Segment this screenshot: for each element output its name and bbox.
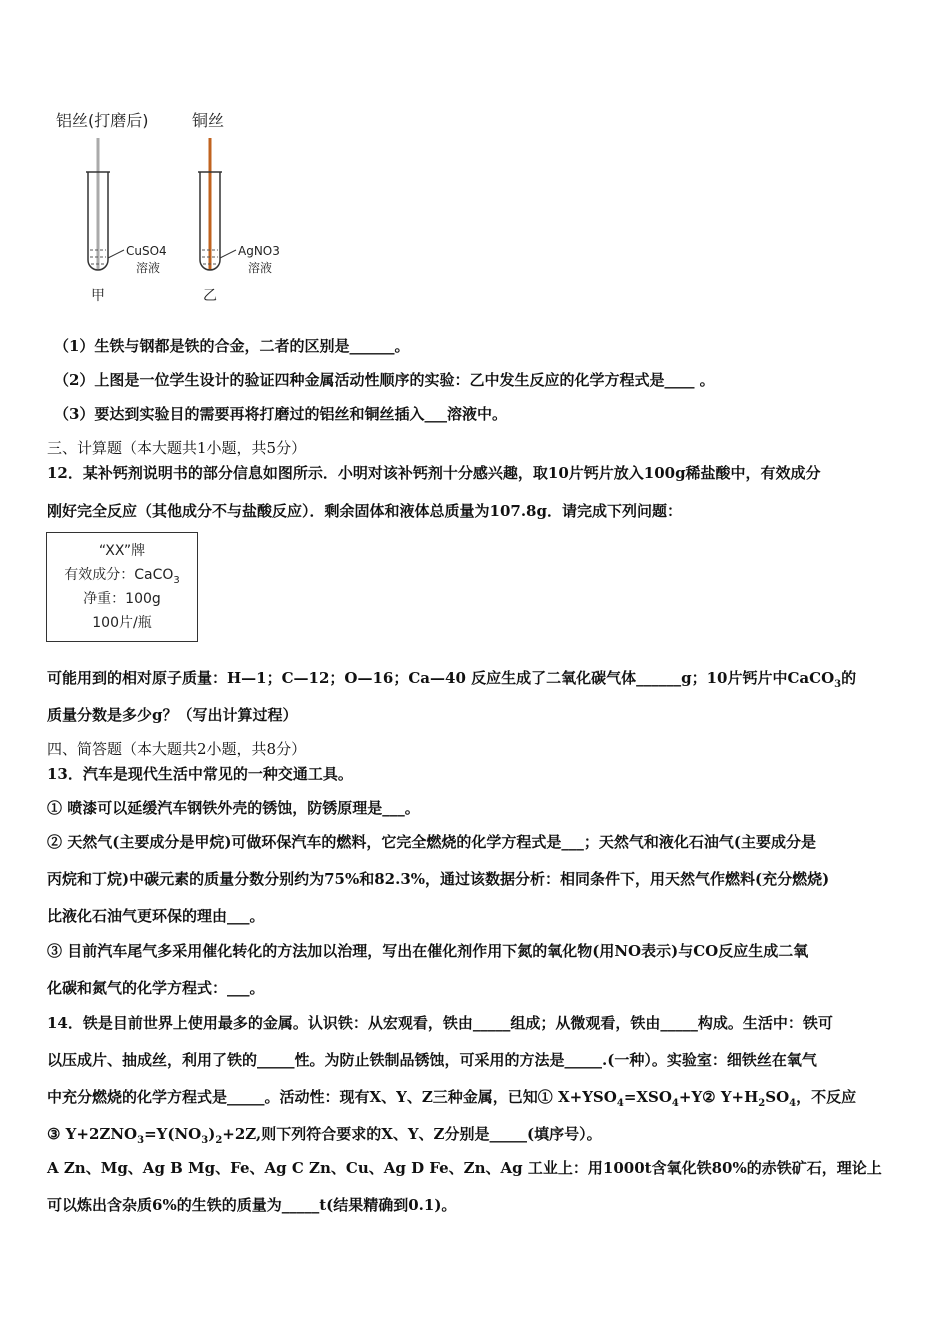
q12-line2: 刚好完全反应（其他成分不与盐酸反应）．剩余固体和液体总质量为107.8g．请完成下列问题： xyxy=(47,502,682,520)
q11-part1: （1）生铁与钢都是铁的合金，二者的区别是______。 xyxy=(54,337,410,355)
aluminum-wire-label: 铝丝(打磨后) xyxy=(56,111,149,130)
q13-line3: ② 天然气(主要成分是甲烷)可做环保汽车的燃料，它完全燃烧的化学方程式是___；天然气和液化石油气(主要成分是 xyxy=(47,833,817,851)
q11-part3: （3）要达到实验目的需要再将打磨过的铝丝和铜丝插入___溶液中。 xyxy=(54,405,507,423)
section-4-heading: 四、简答题（本大题共2小题，共8分） xyxy=(47,740,307,758)
label-count: 100片/瓶 xyxy=(92,615,152,631)
q11-part2: （2）上图是一位学生设计的验证四种金属活动性顺序的实验：乙中发生反应的化学方程式是____ 。 xyxy=(54,371,715,389)
tube-label-right: 乙 xyxy=(203,288,217,304)
test-tube-right xyxy=(198,138,236,270)
q14-line1: 14．铁是目前世界上使用最多的金属。认识铁：从宏观看，铁由_____组成；从微观看，铁由_____构成。生活中：铁可 xyxy=(47,1014,833,1032)
q13-line4: 丙烷和丁烷)中碳元素的质量分数分别约为75%和82.3%，通过该数据分析：相同条件下，用天然气作燃料(充分燃烧) xyxy=(47,870,830,888)
q14-line4: ③ $Y+2ZNO_3=Y(NO_3)_2+2Z$,则下列符合要求的X、Y、Z分别是_____(填序号）。 xyxy=(47,1125,602,1146)
copper-wire-label: 铜丝 xyxy=(192,111,225,130)
q14-line6: 可以炼出含杂质6%的生铁的质量为_____t(结果精确到0.1)。 xyxy=(47,1196,457,1214)
supplement-label-box xyxy=(46,532,198,642)
q13-line5: 比液化石油气更环保的理由___。 xyxy=(47,907,265,925)
q14-line3: 中充分燃烧的化学方程式是_____。活动性：现有X、Y、Z三种金属，已知① $X+YSO_4=XSO_4+Y②$ $Y+H_2SO_4$，不反应 xyxy=(47,1088,857,1109)
label-ingredient: 有效成分：CaCO$_3$ xyxy=(64,567,180,586)
q13-line7: 化碳和氮气的化学方程式：___。 xyxy=(47,979,265,997)
q14-line5: A Zn、Mg、Ag B Mg、Fe、Ag C Zn、Cu、Ag D Fe、Zn、Ag 工业上：用1000t含氧化铁80%的赤铁矿石，理论上 xyxy=(47,1159,882,1177)
agno3-label: AgNO3 xyxy=(238,244,280,258)
test-tube-left xyxy=(86,138,124,270)
q12-line3: 可能用到的相对原子质量：H—1；C—12；O—16；Ca—40 反应生成了二氧化碳气体______g；10片钙片中CaCO$_3$的 xyxy=(47,669,857,690)
cuso4-suffix: 溶液 xyxy=(136,261,161,275)
q12-line4: 质量分数是多少g？（写出计算过程） xyxy=(47,706,298,724)
agno3-suffix: 溶液 xyxy=(248,261,273,275)
q13-line1: 13．汽车是现代生活中常见的一种交通工具。 xyxy=(47,765,353,783)
q13-line2: ① 喷漆可以延缓汽车钢铁外壳的锈蚀，防锈原理是___。 xyxy=(47,799,420,817)
q13-line6: ③ 目前汽车尾气多采用催化转化的方法加以治理，写出在催化剂作用下氮的氧化物(用NO表示)与CO反应生成二氧 xyxy=(47,942,809,960)
section-3-heading: 三、计算题（本大题共1小题，共5分） xyxy=(47,439,307,457)
tube-label-left: 甲 xyxy=(91,288,105,304)
q12-line1: 12．某补钙剂说明书的部分信息如图所示．小明对该补钙剂十分感兴趣，取10片钙片放入100g稀盐酸中，有效成分 xyxy=(47,464,821,482)
q14-line2: 以压成片、抽成丝，利用了铁的_____性。为防止铁制品锈蚀，可采用的方法是_____.(一种）。实验室：细铁丝在氧气 xyxy=(47,1051,817,1069)
label-brand: “XX”牌 xyxy=(98,543,146,559)
cuso4-label: CuSO4 xyxy=(126,244,167,258)
experiment-figure xyxy=(50,100,310,310)
label-weight: 净重：100g xyxy=(83,591,161,607)
